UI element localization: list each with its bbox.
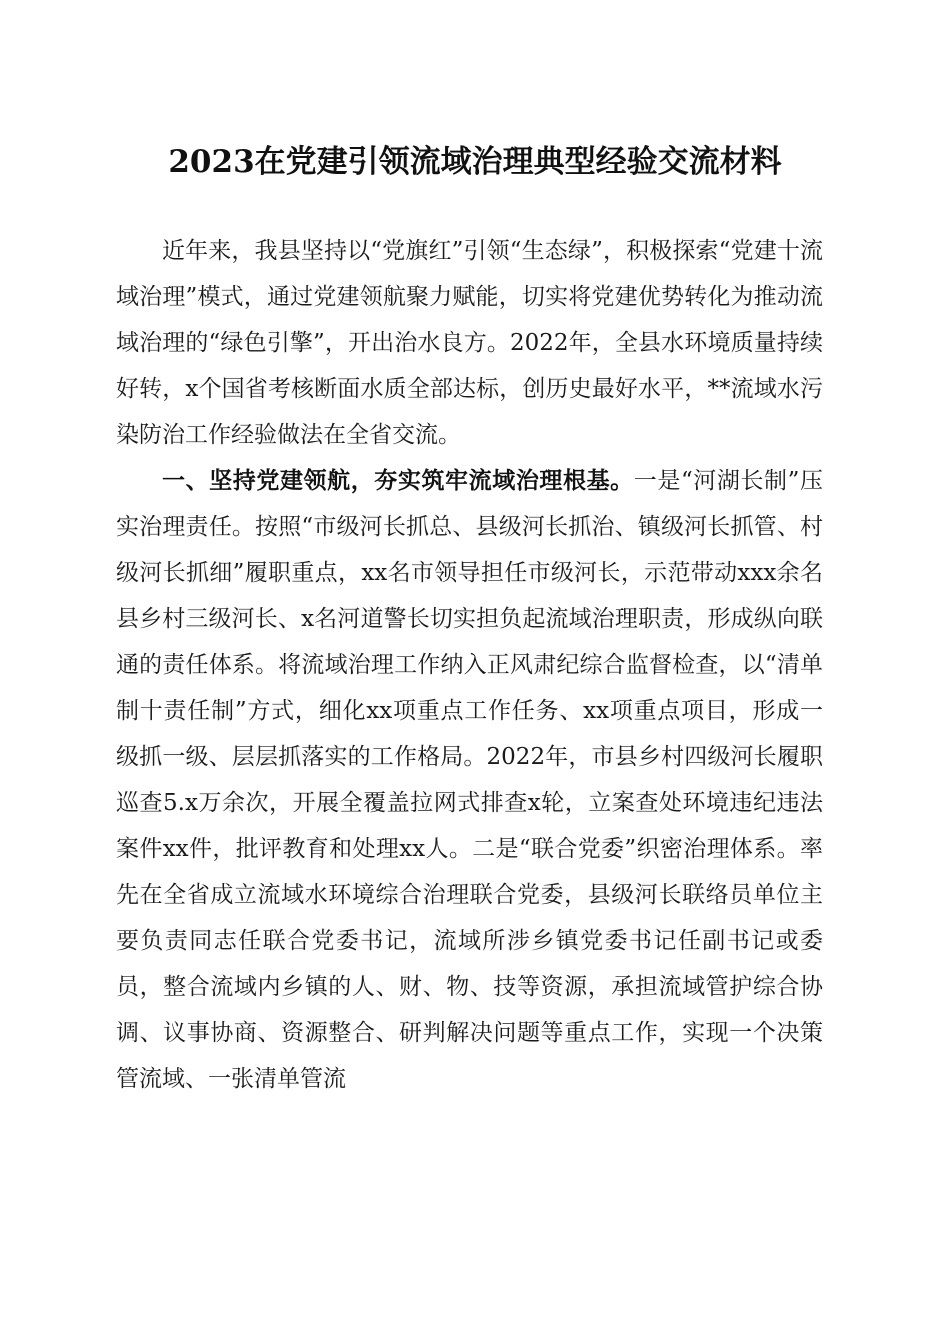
document-body	[116, 228, 823, 1102]
section-one-heading: 一、坚持党建领航，夯实筑牢流域治理根基。	[162, 468, 634, 494]
section-one-paragraph	[116, 458, 823, 1102]
section-one-text: 一是“河湖长制”压实治理责任。按照“市级河长抓总、县级河长抓治、镇级河长抓管、村级河长抓细”履职重点，xx名市领导担任市级河长，示范带动xxx余名县乡村三级河长、x名河道警长切实担负起流域治理职责，形成纵向联通的责任体系。将流域治理工作纳入正风肃纪综合监督检查，以“清单制十责任制”方式，细化xx项重点工作任务、xx项重点项目，形成一级抓一级、层层抓落实的工作格局。2022年，市县乡村四级河长履职巡查5.x万余次，开展全覆盖拉网式排查x轮，立案查处环境违纪违法案件xx件，批评教育和处理xx人。二是“联合党委”织密治理体系。率先在全省成立流域水环境综合治理联合党委，县级河长联络员单位主要负责同志任联合党委书记，流域所涉乡镇党委书记任副书记或委员，整合流域内乡镇的人、财、物、技等资源，承担流域管护综合协调、议事协商、资源整合、研判解决问题等重点工作，实现一个决策管流域、一张清单管流	[116, 468, 823, 1092]
intro-paragraph	[116, 228, 823, 458]
intro-paragraph-text: 近年来，我县坚持以“党旗红”引领“生态绿”，积极探索“党建十流域治理”模式，通过党建领航聚力赋能，切实将党建优势转化为推动流域治理的“绿色引擎”，开出治水良方。2022年，全县水环境质量持续好转，x个国省考核断面水质全部达标，创历史最好水平，**流域水污染防治工作经验做法在全省交流。	[116, 238, 823, 448]
document-title: 2023在党建引领流域治理典型经验交流材料	[168, 144, 782, 180]
